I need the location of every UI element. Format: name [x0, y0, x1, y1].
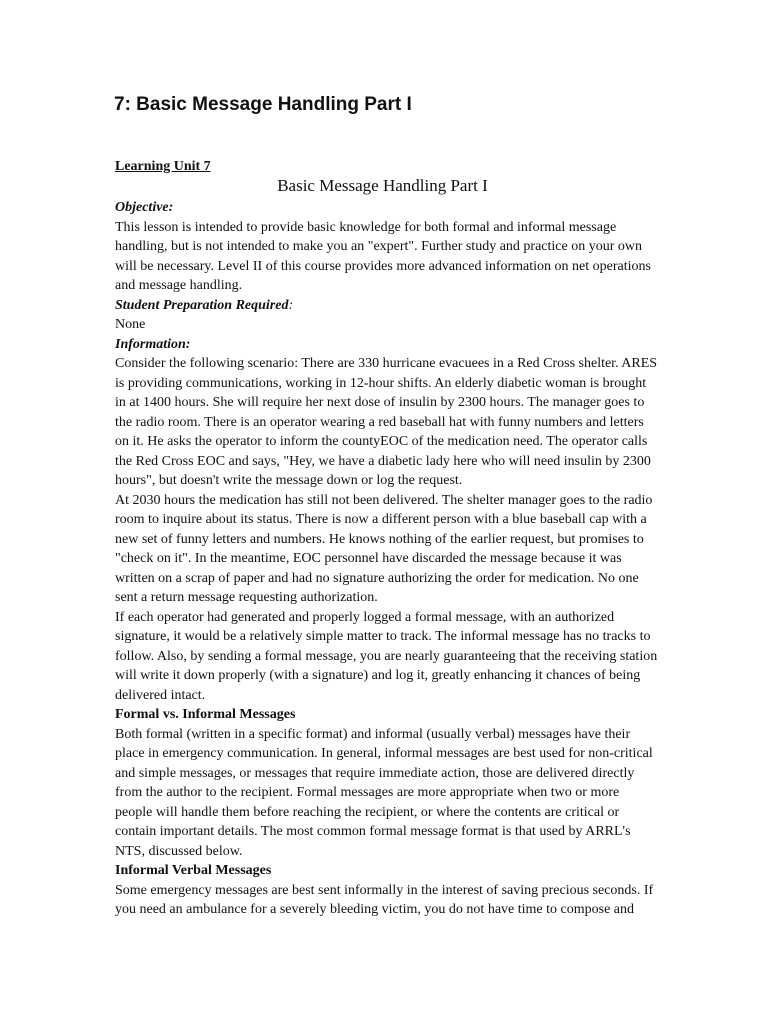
- information-paragraph-1: Consider the following scenario: There are 330 hurricane evacuees in a Red Cross shelter. ARES is providing communications, working in 12-hour shifts. An elderly diabetic woman is brought in at 1400 hours. She will require her next dose of insulin by 2300 hours. The manager goes to the radio room. There is an operator wearing a red baseball hat with funny numbers and letters on it. He asks the operator to inform the countyEOC of the medication need. The operator calls the Red Cross EOC and says, "Hey, we have a diabetic lady here who will need insulin by 2300 hours", but doesn't write the message down or log the request.: [115, 356, 658, 488]
- page-title: 7: Basic Message Handling Part I: [114, 94, 412, 115]
- objective-heading: Objective:: [115, 200, 174, 215]
- formal-informal-paragraph: Both formal (written in a specific format) and informal (usually verbal) messages have their place in emergency communication. In general, informal messages are best used for non-critical and simple messages, or messages that require immediate action, those are delivered directly from the author to the recipient. Formal messages are more appropriate when two or more people will handle them before reaching the recipient, or where the contents are critical or contain important details. The most common formal message format is that used by ARRL's NTS, discussed below.: [115, 726, 653, 859]
- information-heading: Information:: [115, 336, 191, 352]
- preparation-heading: [115, 296, 660, 316]
- document-body: [115, 157, 660, 920]
- objective-paragraph: This lesson is intended to provide basic knowledge for both formal and informal message handling, but is not intended to make you an "expert". Further study and practice on your own will be necessary. Level II of this course provides more advanced information on net operations and message handling.: [115, 219, 651, 293]
- information-paragraph-3: If each operator had generated and properly logged a formal message, with an authorized signature, it would be a relatively simple matter to track. The informal message has no tracks to follow. Also, by sending a formal message, you are nearly guaranteeing that the receiving station will write it down properly (with a signature) and log it, greatly enhancing it chances of being delivered intact.: [115, 609, 658, 703]
- preparation-text: None: [115, 317, 146, 332]
- formal-informal-heading: Formal vs. Informal Messages: [115, 707, 296, 722]
- learning-unit-label: Learning Unit 7: [115, 159, 211, 174]
- informal-verbal-heading: Informal Verbal Messages: [115, 863, 272, 878]
- lesson-subtitle: Basic Message Handling Part I: [277, 176, 488, 195]
- preparation-heading-text: Student Preparation Required: [115, 297, 289, 313]
- information-paragraph-2: At 2030 hours the medication has still not been delivered. The shelter manager goes to the radio room to inquire about its status. There is now a different person with a blue baseball cap with a new set of funny letters and numbers. He knows nothing of the earlier request, but promises to "check on it". In the meantime, EOC personnel have discarded the message because it was written on a scrap of paper and had no signature authorizing the order for medication. No one sent a return message requesting authorization.: [115, 492, 653, 605]
- informal-verbal-paragraph: Some emergency messages are best sent informally in the interest of saving precious seconds. If you need an ambulance for a severely bleeding victim, you do not have time to compose and: [115, 882, 654, 917]
- preparation-heading-colon: :: [288, 297, 294, 313]
